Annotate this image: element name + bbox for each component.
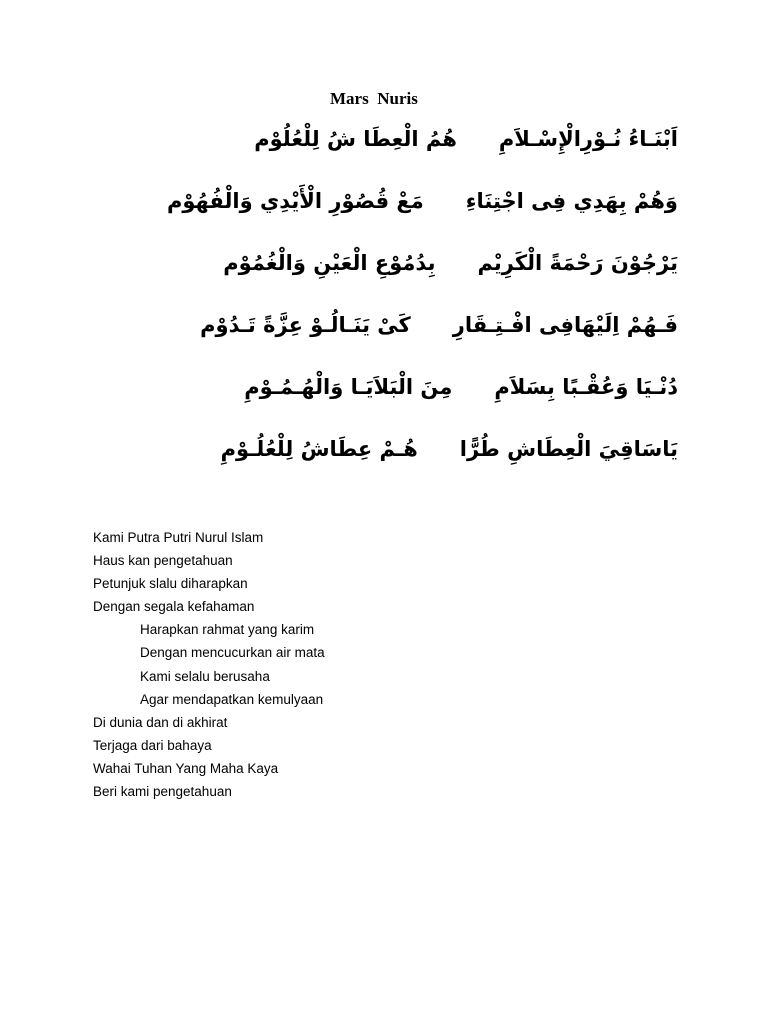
arabic-verse-line [254, 124, 678, 154]
lyric-line: Haus kan pengetahuan [93, 553, 233, 569]
lyric-line-indented: Kami selalu berusaha [140, 668, 270, 684]
arabic-hemistich-right: وَهُمْ بِهَدِي فِى اجْتِنَاءِ [465, 189, 678, 213]
arabic-hemistich-right: يَرْجُوْنَ رَحْمَةً الْكَرِيْم [477, 251, 678, 275]
arabic-hemistich-left: بِدُمُوْعِ الْعَيْنِ وَالْغُمُوْم [223, 251, 436, 275]
arabic-verse-line [223, 248, 678, 278]
arabic-verse-line [221, 434, 678, 464]
lyric-line: Beri kami pengetahuan [93, 784, 232, 800]
lyric-line: Kami Putra Putri Nurul Islam [93, 530, 264, 545]
song-title: Mars Nuris [330, 89, 418, 108]
lyric-line: Dengan segala kefahaman [93, 599, 255, 615]
lyric-line: Wahai Tuhan Yang Maha Kaya [93, 760, 279, 776]
arabic-hemistich-left: مِنَ الْبَلاَيَـا وَالْهُـمُـوْمِ [244, 375, 453, 399]
arabic-hemistich-left: هُـمْ عِطَاشُ لِلْعُلُـوْمِ [220, 437, 418, 461]
arabic-verse-line [244, 372, 678, 402]
lyric-line-indented: Dengan mencucurkan air mata [140, 645, 325, 661]
lyric-line-indented: Harapkan rahmat yang karim [140, 622, 315, 638]
arabic-hemistich-left: هُمُ الْعِطَا شُ لِلْعُلُوْم [254, 127, 457, 151]
lyric-line: Petunjuk slalu diharapkan [93, 576, 248, 592]
lyric-line: Terjaga dari bahaya [93, 737, 212, 753]
arabic-hemistich-right: فَـهُمْ اِلَيْهَافِى افْـتِـقَارِ [452, 313, 678, 337]
arabic-hemistich-left: مَعْ قُصُوْرِ الْأَيْدِي وَالْفُهُوْم [167, 189, 424, 213]
lyric-line-indented: Agar mendapatkan kemulyaan [140, 691, 324, 707]
arabic-verse-line [200, 310, 678, 340]
indonesian-lyrics [93, 526, 325, 803]
arabic-hemistich-left: كَىْ يَنَـالُـوْ عِزَّةً تَـدُوْم [200, 313, 411, 337]
arabic-verse-line [167, 186, 678, 216]
arabic-hemistich-right: يَاسَاقِيَ الْعِطَاشِ طُرًّا [459, 437, 678, 461]
arabic-hemistich-right: اَبْنَـاءُ نُـوْرِالْإِسْـلاَمِ [498, 127, 678, 151]
lyric-line: Di dunia dan di akhirat [93, 714, 228, 730]
arabic-hemistich-right: دُنْـيَا وَعُقْـبًا بِسَلاَمِ [494, 375, 678, 399]
